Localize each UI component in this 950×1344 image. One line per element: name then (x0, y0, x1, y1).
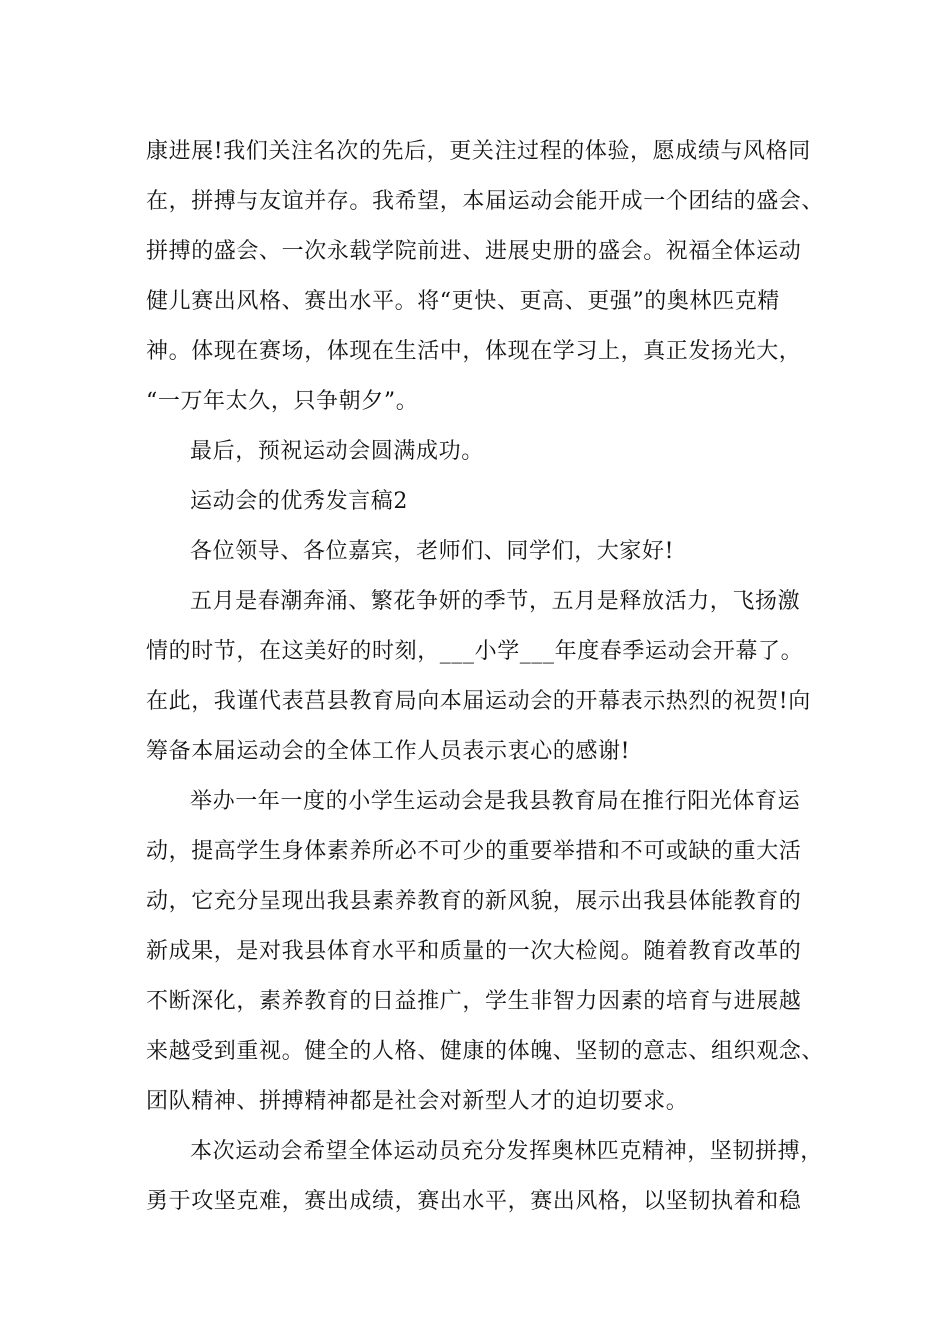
text-line: “一万年太久，只争朝夕”。 (146, 389, 419, 414)
text-line: 神。体现在赛场，体现在生活中，体现在学习上，真正发扬光大， (146, 339, 802, 364)
text-line: 康进展!我们关注名次的先后，更关注过程的体验，愿成绩与风格同 (146, 139, 811, 164)
paragraph-first-line: 最后，预祝运动会圆满成功。 (190, 439, 484, 464)
text-line: 健儿赛出风格、赛出水平。将“更快、更高、更强”的奥林匹克精 (146, 289, 780, 314)
salutation-line: 各位领导、各位嘉宾，老师们、同学们，大家好! (190, 539, 675, 564)
text-line: 筹备本届运动会的全体工作人员表示衷心的感谢! (146, 739, 631, 764)
section-heading: 运动会的优秀发言稿2 (190, 489, 408, 514)
paragraph-first-line: 五月是春潮奔涌、繁花争妍的季节，五月是释放活力，飞扬激 (190, 589, 801, 614)
paragraph-first-line: 本次运动会希望全体运动员充分发挥奥林匹克精神，坚韧拼搏， (190, 1139, 823, 1164)
text-line: 动，提高学生身体素养所必不可少的重要举措和不可或缺的重大活 (146, 839, 802, 864)
text-line: 勇于攻坚克难，赛出成绩，赛出水平，赛出风格，以坚韧执着和稳 (146, 1189, 802, 1214)
text-line: 拼搏的盛会、一次永载学院前进、进展史册的盛会。祝福全体运动 (146, 239, 802, 264)
text-line: 不断深化，素养教育的日益推广，学生非智力因素的培育与进展越 (146, 989, 802, 1014)
text-line: 在，拼搏与友谊并存。我希望，本届运动会能开成一个团结的盛会、 (146, 189, 825, 214)
text-line: 动，它充分呈现出我县素养教育的新风貌，展示出我县体能教育的 (146, 889, 802, 914)
text-line: 在此，我谨代表莒县教育局向本届运动会的开幕表示热烈的祝贺!向 (146, 689, 811, 714)
text-line: 团队精神、拼搏精神都是社会对新型人才的迫切要求。 (146, 1089, 689, 1114)
text-line: 情的时节，在这美好的时刻，___小学___年度春季运动会开幕了。 (146, 639, 804, 664)
text-line: 来越受到重视。健全的人格、健康的体魄、坚韧的意志、组织观念、 (146, 1039, 825, 1064)
text-line: 新成果，是对我县体育水平和质量的一次大检阅。随着教育改革的 (146, 939, 802, 964)
paragraph-first-line: 举办一年一度的小学生运动会是我县教育局在推行阳光体育运 (190, 789, 801, 814)
